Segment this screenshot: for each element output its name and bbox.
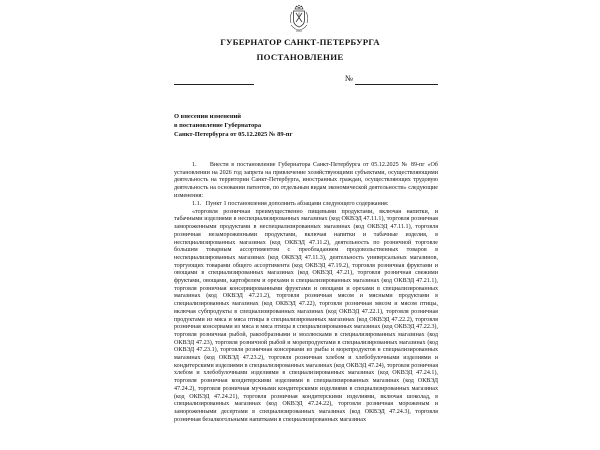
authority-title: ГУБЕРНАТОР САНКТ-ПЕТЕРБУРГА	[220, 37, 380, 47]
document-body	[174, 162, 438, 424]
number-blank-line	[355, 84, 438, 85]
paragraph-quote: «торговля розничная преимущественно пищевыми продуктами, включая напитки, и табачными изделиями в неспециализированных магазинах (код ОКВЭД 47.11.1), торговля розничная замороженными продуктами в неспециализированных магазинах (код ОКВЭД 47.11.1), торговля розничная незамороженными продуктами, включая напитки и табачные изделия, в неспециализированных магазинах (код ОКВЭД 47.11.2), деятельность по розничной торговле большим товарным ассортиментом с преобладанием продовольственных товаров в неспециализированных магазинах (код ОКВЭД 47.11.3), деятельность универсальных магазинов, торгующих товарами общего ассортимента (код ОКВЭД 47.19.2), торговля розничная фруктами и овощами в специализированных магазинах (код ОКВЭД 47.21), торговля розничная свежими фруктами, овощами, картофелем и орехами в специализированных магазинах (код ОКВЭД 47.21.1), торговля розничная консервированными фруктами и овощами и орехами в специализированных магазинах (код ОКВЭД 47.21.2), торговля розничная мясом и мясными продуктами в специализированных магазинах (код ОКВЭД 47.22), торговля розничная мясом и мясом птицы, включая субпродукты в специализированных магазинах (код ОКВЭД 47.22.1), торговля розничная продуктами из мяса и мяса птицы в специализированных магазинах (код ОКВЭД 47.22.2), торговля розничная консервами из мяса и мяса птицы в специализированных магазинах (код ОКВЭД 47.22.3), торговля розничная рыбой, ракообразными и моллюсками в специализированных магазинах (код ОКВЭД 47.23), торговля розничной рыбой и морепродуктами в специализированных магазинах (код ОКВЭД 47.23.1), торговля розничная консервами из рыбы и морепродуктов в специализированных магазинах (код ОКВЭД 47.23.2), торговля розничная хлебом и хлебобулочными изделиями и кондитерскими изделиями в специализированных магазинах (код ОКВЭД 47.24), торговля розничная хлебом и хлебобулочными изделиями в специализированных магазинах (код ОКВЭД 47.24.1), торговля розничная кондитерскими изделиями в специализированных магазинах (код ОКВЭД 47.24.2), торговля розничная мучными кондитерскими изделиями в специализированных магазинах (код ОКВЭД 47.24.21), торговля розничная кондитерскими изделиями, включая шоколад, в специализированных магазинах (код ОКВЭД 47.24.22), торговля розничная мороженым и замороженными десертами в специализированных магазинах (код ОКВЭД 47.24.3), торговля розничная безалкогольными напитками в специализированных магазинах	[174, 208, 438, 423]
date-blank-line	[174, 84, 254, 85]
coat-of-arms-icon	[284, 4, 314, 34]
paragraph-1: 1. Внести в постановление Губернатора Санкт-Петербурга от 05.12.2025 № 89-пг «Об установлении на 2026 год запрета на привлечение хозяйствующими субъектами, осуществляющими деятельность на территории Санкт-Петербурга, иностранных граждан, осуществляющих трудовую деятельность на основании патентов, по отдельным видам экономической деятельности» следующие изменения:	[174, 162, 438, 199]
subject-line: О внесении изменений	[174, 113, 242, 120]
number-sign: №	[345, 73, 354, 83]
subject-line: Санкт-Петербурга от 05.12.2025 № 89-пг	[174, 131, 293, 138]
document-subject	[174, 112, 374, 139]
subject-line: в постановление Губернатора	[174, 122, 262, 129]
paragraph-1-1: 1.1. Пункт 1 постановления дополнить абзацами следующего содержания:	[192, 201, 389, 208]
document-type: ПОСТАНОВЛЕНИЕ	[256, 52, 344, 62]
